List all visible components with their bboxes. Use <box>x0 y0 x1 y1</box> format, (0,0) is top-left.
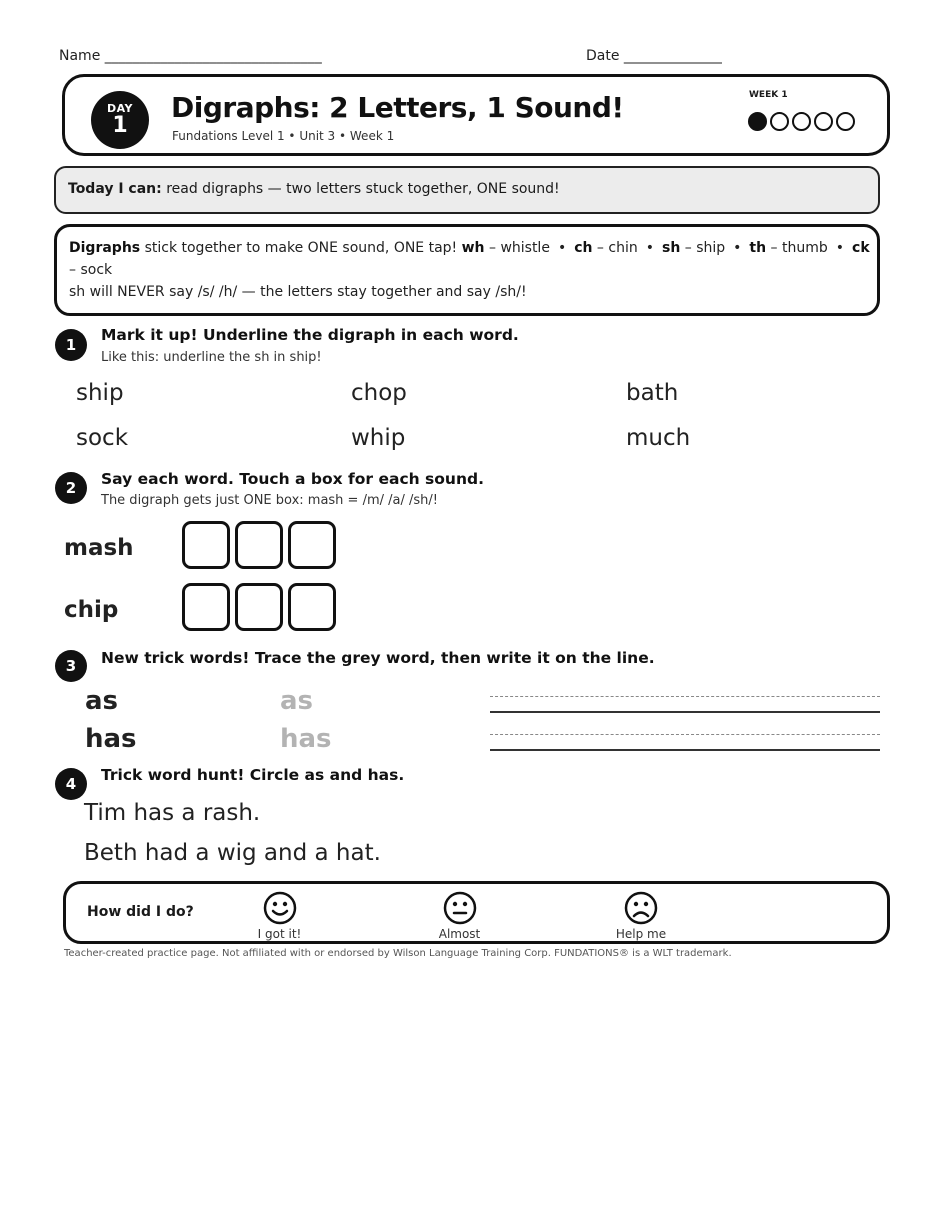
section-1-number: 1 <box>55 329 87 361</box>
sentence[interactable]: Beth had a wig and a hat. <box>84 840 381 866</box>
section-1-subtitle: Like this: underline the sh in ship! <box>101 350 322 365</box>
self-check-option-almost[interactable] <box>432 891 487 941</box>
self-check-option-label: Help me <box>615 927 667 941</box>
day-badge <box>91 91 149 149</box>
trace-word[interactable]: has <box>280 724 332 754</box>
self-check-option-label: Almost <box>438 927 481 941</box>
sound-box[interactable] <box>182 521 230 569</box>
word-item[interactable]: whip <box>351 425 406 451</box>
word-item[interactable]: much <box>626 425 691 451</box>
digraph-dash: – <box>592 240 609 256</box>
section-1-title: Mark it up! Underline the digraph in each word. <box>101 326 519 344</box>
sentence[interactable]: Tim has a rash. <box>84 800 261 826</box>
section-3-title: New trick words! Trace the grey word, then write it on the line. <box>101 649 655 667</box>
week-label: WEEK 1 <box>749 90 788 100</box>
week-progress-dot <box>836 112 855 131</box>
word-item[interactable]: chop <box>351 380 407 406</box>
bullet-separator: • <box>835 240 845 256</box>
frown-face-icon <box>624 891 658 925</box>
digraph-lead: Digraphs <box>69 240 141 256</box>
page-title: Digraphs: 2 Letters, 1 Sound! <box>171 91 624 124</box>
digraph-example-word: chin <box>608 240 638 256</box>
neutral-face-icon <box>443 891 477 925</box>
week-progress-dot <box>814 112 833 131</box>
week-progress-dot <box>770 112 789 131</box>
digraph-rule: sh will NEVER say /s/ /h/ — the letters stay together and say /sh/! <box>69 284 527 300</box>
digraph-example-word: thumb <box>782 240 828 256</box>
write-line[interactable] <box>490 734 880 751</box>
digraph-letters: ck <box>852 240 870 256</box>
section-2-subtitle: The digraph gets just ONE box: mash = /m/ /a/ /sh/! <box>101 493 438 508</box>
digraph-letters: sh <box>661 240 681 256</box>
word-item[interactable]: sock <box>76 425 129 451</box>
section-2-number: 2 <box>55 472 87 504</box>
write-line[interactable] <box>490 696 880 713</box>
digraph-dash: – <box>484 240 501 256</box>
today-i-can-box <box>54 166 880 214</box>
name-field[interactable]: Name _______________________________ <box>59 48 322 64</box>
sound-box-row <box>182 583 336 631</box>
smile-face-icon <box>263 891 297 925</box>
footer-note: Teacher-created practice page. Not affiliated with or endorsed by Wilson Language Training Corp. FUNDATIONS® is a WLT trademark. <box>64 948 732 959</box>
sound-word: mash <box>64 535 134 561</box>
digraph-dash: – <box>766 240 782 256</box>
digraph-letters: wh <box>461 240 485 256</box>
self-check-option-got-it[interactable] <box>252 891 307 941</box>
sound-box[interactable] <box>235 583 283 631</box>
digraph-letters: th <box>749 240 767 256</box>
self-check-label: How did I do? <box>87 904 194 920</box>
digraph-dash: – <box>680 240 697 256</box>
sound-box[interactable] <box>288 521 336 569</box>
sound-box[interactable] <box>288 583 336 631</box>
digraph-letters: ch <box>574 240 593 256</box>
self-check-option-help-me[interactable] <box>611 891 671 941</box>
bullet-separator: • <box>645 240 654 256</box>
page-subtitle: Fundations Level 1 • Unit 3 • Week 1 <box>172 129 395 143</box>
sound-box[interactable] <box>235 521 283 569</box>
digraph-example-word: whistle <box>500 240 550 256</box>
digraph-intro: stick together to make ONE sound, ONE tap! <box>140 240 462 256</box>
self-check-option-label: I got it! <box>257 927 302 941</box>
today-lead: Today I can: <box>68 181 162 197</box>
day-number: 1 <box>112 113 128 138</box>
trick-word: has <box>85 724 137 754</box>
header-box <box>62 74 890 156</box>
digraph-dash: – <box>69 262 81 278</box>
section-2-title: Say each word. Touch a box for each sound. <box>101 470 484 488</box>
section-4-title: Trick word hunt! Circle as and has. <box>101 766 405 784</box>
week-progress-dot <box>748 112 767 131</box>
date-field[interactable]: Date ______________ <box>586 48 722 64</box>
bullet-separator: • <box>733 240 742 256</box>
bullet-separator: • <box>557 240 567 256</box>
digraph-example-word: ship <box>696 240 726 256</box>
trace-word[interactable]: as <box>280 686 314 716</box>
digraph-info-box <box>54 224 880 316</box>
trick-word: as <box>85 686 119 716</box>
sound-box-row <box>182 521 336 569</box>
digraph-example-word: sock <box>80 262 113 278</box>
week-progress-dot <box>792 112 811 131</box>
word-item[interactable]: ship <box>76 380 124 406</box>
sound-word: chip <box>64 597 119 623</box>
sound-box[interactable] <box>182 583 230 631</box>
section-3-number: 3 <box>55 650 87 682</box>
digraph-list <box>69 237 874 281</box>
self-check-box <box>63 881 890 944</box>
today-text: read digraphs — two letters stuck together, ONE sound! <box>161 181 560 197</box>
word-item[interactable]: bath <box>626 380 679 406</box>
day-label: DAY <box>106 102 134 115</box>
week-progress <box>748 112 855 131</box>
section-4-number: 4 <box>55 768 87 800</box>
